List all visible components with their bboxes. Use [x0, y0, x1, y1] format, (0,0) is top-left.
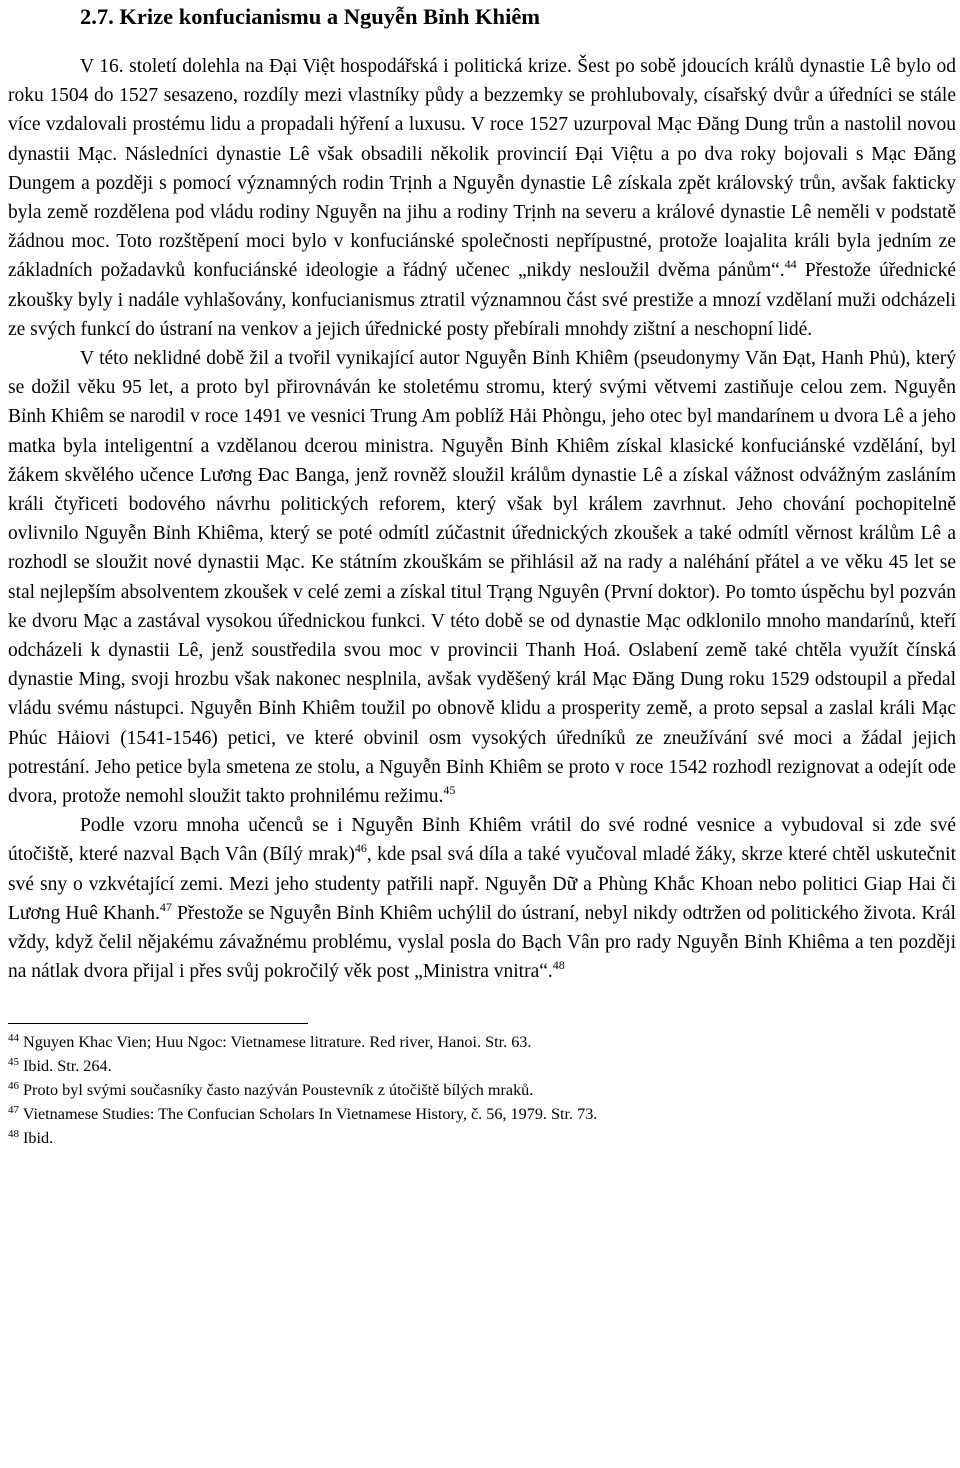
- footnote-text: Nguyen Khac Vien; Huu Ngoc: Vietnamese litrature. Red river, Hanoi. Str. 63.: [23, 1032, 532, 1051]
- footnote-ref[interactable]: 46: [354, 841, 367, 856]
- paragraph-text: Přestože úřednické zkoušky byly i nadále vyhlašovány, konfucianismus ztratil významnou část své prestiže a mnozí vzdělaní muži odcházeli ze svých funkcí do ústraní na venkov a jejich úřednické posty přebírali mnohdy zištní a neschopní lidé.: [8, 260, 957, 340]
- paragraph-3: [8, 811, 956, 986]
- footnote-number: 44: [8, 1031, 19, 1044]
- footnote-48: [8, 1126, 956, 1150]
- footnote-47: [8, 1102, 956, 1126]
- footnote-number: 46: [8, 1079, 19, 1092]
- paragraph-text: V 16. století dolehla na Đại Việt hospodářská i politická krize. Šest po sobě jdoucích králů dynastie Lê bylo od roku 1504 do 1527 sesazeno, rozdíly mezi vlastníky půdy a bezzemky se prohlubovaly, císařský dvůr a úředníci se stále více vzdalovali prostému lidu a propadali hýření a luxusu. V roce 1527 uzurpoval Mạc Đăng Dung trůn a nastolil novou dynastii Mạc. Následníci dynastie Lê však obsadili několik provincií Đại Việtu a po dva roky bojovali s Mạc Đăng Dungem a později s pomocí významných rodin Trịnh a Nguyễn dynastie Lê získala zpět královský trůn, avšak fakticky byla země rozdělena pod vládu rodiny Nguyễn na jihu a rodiny Trịnh na severu a králové dynastie Lê neměli v podstatě žádnou moc. Toto rozštěpení moci bylo v konfuciánské společnosti nepřípustné, protože loajalita králi byla jedním ze základních požadavků konfuciánské ideologie a řádný učenec „nikdy nesloužil dvěma pánům“.: [8, 56, 956, 282]
- footnote-number: 47: [8, 1103, 19, 1116]
- footnote-45: [8, 1054, 956, 1078]
- paragraph-text: Přestože se Nguyễn Bỉnh Khiêm uchýlil do ústraní, nebyl nikdy odtržen od politického života. Král vždy, když čelil nějakému závažnému problému, vyslal posla do Bạch Vân pro rady Nguyễn Bỉnh Khiêma a ten později na nátlak dvora přijal i přes svůj pokročilý věk post „Ministra vnitra“.: [8, 902, 956, 983]
- footnote-text: Vietnamese Studies: The Confucian Scholars In Vietnamese History, č. 56, 1979. Str. 73.: [22, 1104, 598, 1123]
- paragraph-1: [8, 52, 956, 344]
- paragraph-text: Podle vzoru mnoha učenců se i Nguyễn Bỉnh Khiêm vrátil do své rodné vesnice a vybudoval si zde své útočiště, které nazval Bạch Vân (Bílý mrak): [8, 815, 956, 866]
- footnote-text: Ibid. Str. 264.: [23, 1056, 112, 1075]
- paragraph-text: V této neklidné době žil a tvořil vynikající autor Nguyễn Bỉnh Khiêm (pseudonymy Văn Đạt, Hanh Phủ), který se dožil věku 95 let, a proto byl přirovnáván ke stoletému stromu, který svými větvemi zastiňuje celou zem. Nguyễn Bỉnh Khiêm se narodil v roce 1491 ve vesnici Trung Am poblíž Hải Phòngu, jeho otec byl mandarínem u dvora Lê a jeho matka byla inteligentní a vzdělanou dcerou ministra. Nguyễn Bỉnh Khiêm získal klasické konfuciánské vzdělání, byl žákem skvělého učence Lương Đac Banga, jenž rovněž sloužil králům dynastie Lê a získal vážnost odvážným zasláním králi čtyřiceti bodového návrhu politických reforem, který však byl králem zavrhnut. Jeho chování pochopitelně ovlivnilo Nguyễn Bỉnh Khiêma, který se poté odmítl zúčastnit úřednických zkoušek a také odmítl věrnost králům Lê a rozhodl se sloužit nové dynastii Mạc. Ke státním zkouškám se přihlásil až na rady a naléhání přátel a ve věku 45 let se stal nejlepším absolventem zkoušek v celé zemi a získal titul Trạng Nguyên (První doktor). Po tomto úspěchu byl pozván ke dvoru Mạc a zastával vysokou úřednickou funkci. V této době se od dynastie Mạc odklonilo mnoho mandarínů, kteří odcházeli k dynastii Lê, jenž soustředila svou moc v provincii Thanh Hoá. Oslabení země také chtěla využít čínská dynastie Ming, svoji hrozbu však nakonec nesplnila, avšak vyděšený král Mạc Đăng Dung roku 1529 odstoupil a předal vládu svému nástupci. Nguyễn Bỉnh Khiêm toužil po obnově klidu a prosperity země, a proto sepsal a zaslal králi Mạc Phúc Hảiovi (1541-1546) petici, ve které obvinil osm vysokých úředníků ze zneužívání své moci a žádal jejich potrestání. Jeho petice byla smetena ze stolu, a Nguyễn Bỉnh Khiêm se proto v roce 1542 rozhodl rezignovat a odejít ode dvora, protože nemohl sloužit takto prohnilému režimu.: [8, 348, 956, 808]
- footnote-text: Ibid.: [23, 1128, 54, 1147]
- footnote-ref[interactable]: 45: [443, 783, 456, 798]
- document-page: [8, 2, 956, 1150]
- footnote-46: [8, 1078, 956, 1102]
- footnote-text: Proto byl svými současníky často nazýván Poustevník z útočiště bílých mraků.: [23, 1080, 534, 1099]
- footnote-number: 45: [8, 1055, 19, 1068]
- footnote-ref[interactable]: 44: [784, 257, 797, 272]
- footnote-44: [8, 1030, 956, 1054]
- footnote-ref[interactable]: 47: [159, 899, 172, 914]
- section-heading: 2.7. Krize konfucianismu a Nguyễn Bỉnh Khiêm: [80, 4, 541, 29]
- footnote-separator: [8, 1023, 308, 1024]
- paragraph-2: [8, 344, 956, 811]
- paragraph-text: , kde psal svá díla a také vyučoval mladé žáky, skrze které chtěl uskutečnit své sny o vzkvétající zemi. Mezi jeho studenty patřili např. Nguyễn Dữ a Phùng Khắc Khoan nebo politici Giap Hai či Lương Huê Khanh.: [8, 844, 956, 924]
- footnote-ref[interactable]: 48: [552, 958, 565, 973]
- footnote-number: 48: [8, 1127, 19, 1140]
